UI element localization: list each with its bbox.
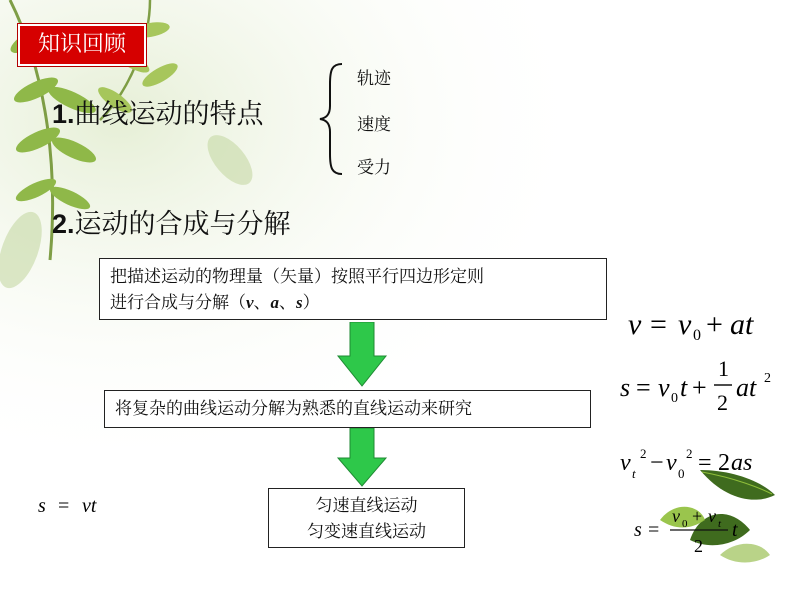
svg-text:+: + (692, 506, 703, 526)
heading-composition (52, 202, 291, 241)
svg-text:v: v (628, 308, 642, 341)
left-brace (316, 60, 346, 178)
svg-text:2: 2 (694, 536, 703, 556)
svg-text:=: = (636, 373, 651, 402)
uniform-motion: 匀速直线运动 (315, 496, 418, 516)
method-line-2-suffix: ） (302, 293, 320, 313)
method-line-2-prefix: 进行合成与分解（ (110, 293, 246, 313)
feature-velocity: 速度 (357, 115, 391, 135)
heading-text: 运动的合成与分解 (74, 209, 291, 240)
svg-text:2: 2 (686, 446, 693, 461)
svg-text:s: s (634, 519, 642, 541)
formula-displacement (618, 352, 788, 418)
feature-trajectory: 轨迹 (357, 69, 391, 89)
svg-text:0: 0 (682, 518, 688, 530)
svg-text:v: v (620, 450, 631, 476)
formula-velocity (626, 306, 776, 348)
svg-text:v: v (678, 308, 692, 341)
var-s: s (296, 293, 303, 312)
var-v: v (246, 293, 254, 312)
approach-box: 将复杂的曲线运动分解为熟悉的直线运动来研究 (104, 390, 591, 428)
svg-text:2: 2 (640, 446, 647, 461)
svg-text:v: v (666, 450, 677, 476)
svg-text:0: 0 (693, 327, 701, 344)
svg-text:=: = (648, 519, 660, 541)
svg-text:v: v (658, 373, 670, 402)
heading-number: 2. (52, 209, 75, 239)
svg-text:s: s (38, 495, 46, 517)
sep: 、 (253, 293, 271, 313)
method-box (99, 258, 607, 320)
svg-text:v: v (672, 506, 680, 526)
svg-text:=: = (698, 450, 712, 476)
svg-text:t: t (680, 373, 688, 402)
svg-text:at: at (730, 308, 754, 341)
heading-number: 1. (52, 99, 75, 129)
svg-text:as: as (731, 450, 753, 476)
method-line-1: 把描述运动的物理量（矢量）按照平行四边形定则 (110, 267, 484, 287)
svg-text:=: = (58, 495, 70, 517)
svg-text:t: t (718, 518, 722, 530)
method-line-2 (110, 290, 596, 316)
svg-text:1: 1 (718, 356, 729, 381)
svg-text:2: 2 (764, 371, 771, 386)
formula-uniform (36, 490, 116, 520)
formula-average-velocity (632, 502, 762, 560)
heading-curve-motion (52, 92, 264, 131)
svg-text:2: 2 (717, 390, 728, 415)
svg-text:0: 0 (678, 466, 685, 481)
svg-text:+: + (692, 373, 707, 402)
heading-text: 曲线运动的特点 (74, 99, 264, 130)
svg-text:0: 0 (671, 391, 678, 406)
uniform-accel-motion: 匀变速直线运动 (307, 522, 426, 542)
var-a: a (270, 293, 280, 312)
section-tag: 知识回顾 (18, 24, 146, 66)
feature-force: 受力 (357, 158, 391, 178)
motion-types-box (268, 488, 465, 548)
formula-velocity-squared (618, 444, 778, 484)
svg-text:−: − (650, 450, 664, 476)
svg-text:=: = (650, 308, 667, 341)
down-arrow-1 (336, 322, 388, 388)
svg-text:+: + (706, 308, 723, 341)
down-arrow-2 (336, 428, 388, 488)
sep: 、 (279, 293, 297, 313)
svg-text:2: 2 (718, 450, 730, 476)
svg-text:t: t (732, 519, 738, 541)
svg-text:t: t (632, 466, 636, 481)
svg-text:at: at (736, 373, 757, 402)
svg-text:s: s (620, 373, 631, 402)
svg-text:v: v (708, 506, 716, 526)
svg-text:vt: vt (82, 495, 97, 517)
